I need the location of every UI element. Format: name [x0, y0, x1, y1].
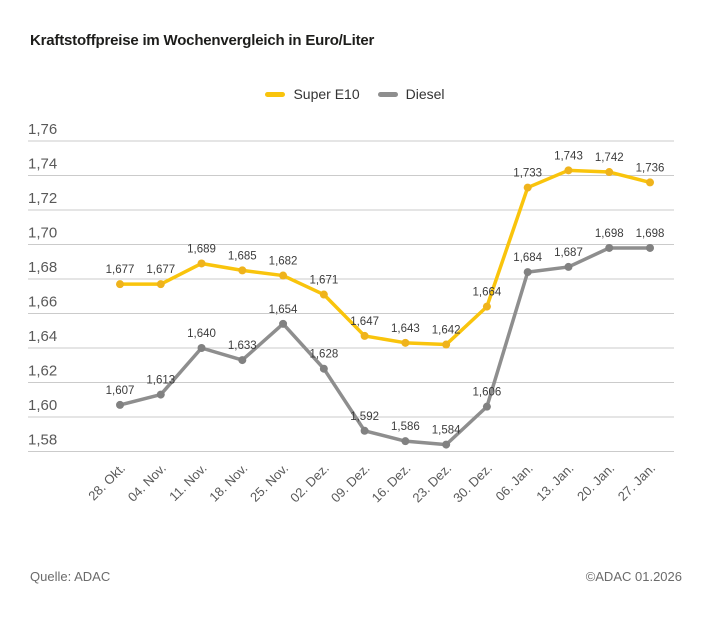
- data-point-label-diesel: 1,698: [635, 227, 665, 240]
- y-axis-tick-label: 1,72: [28, 190, 58, 207]
- data-point-diesel: [361, 427, 369, 435]
- data-point-label-diesel: 1,584: [431, 424, 461, 437]
- data-point-label-super-e10: 1,643: [390, 322, 420, 335]
- data-point-label-super-e10: 1,642: [431, 324, 461, 337]
- data-point-label-super-e10: 1,736: [635, 162, 665, 175]
- data-point-diesel: [442, 441, 450, 449]
- data-point-diesel: [564, 263, 572, 271]
- x-axis-label: 23. Dez.: [409, 460, 455, 506]
- legend-label-diesel: Diesel: [405, 86, 445, 102]
- data-point-label-super-e10: 1,689: [187, 243, 216, 256]
- data-point-super-e10: [605, 168, 613, 176]
- data-point-diesel: [605, 244, 613, 252]
- copyright-note: ©ADAC 01.2026: [585, 569, 682, 584]
- data-point-label-super-e10: 1,685: [227, 250, 257, 263]
- data-point-label-diesel: 1,654: [268, 303, 298, 316]
- chart-title: Kraftstoffpreise im Wochenvergleich in Euro/Liter: [30, 32, 375, 49]
- legend-item-super-e10: [265, 86, 359, 102]
- data-point-diesel: [320, 365, 328, 373]
- x-axis-label: 20. Jan.: [574, 460, 618, 504]
- data-point-label-super-e10: 1,671: [309, 274, 339, 287]
- data-point-super-e10: [646, 178, 654, 186]
- data-point-super-e10: [157, 280, 165, 288]
- data-point-label-super-e10: 1,733: [513, 167, 543, 180]
- x-axis-label: 11. Nov.: [166, 460, 210, 504]
- data-point-label-super-e10: 1,677: [105, 264, 135, 277]
- diesel-legend-swatch: [378, 92, 398, 97]
- data-point-diesel: [646, 244, 654, 252]
- x-axis-label: 09. Dez.: [327, 460, 373, 506]
- data-point-label-super-e10: 1,743: [554, 150, 583, 163]
- y-axis-tick-label: 1,60: [28, 397, 58, 414]
- line-chart: [0, 120, 710, 530]
- data-point-label-super-e10: 1,682: [268, 255, 298, 268]
- x-axis-label: 25. Nov.: [247, 460, 292, 505]
- data-point-label-diesel: 1,592: [350, 410, 380, 423]
- data-point-diesel: [483, 403, 491, 411]
- legend: [0, 86, 710, 102]
- data-point-label-diesel: 1,628: [309, 348, 339, 361]
- y-axis-tick-label: 1,68: [28, 259, 58, 276]
- data-point-label-diesel: 1,687: [554, 246, 583, 259]
- x-axis-label: 27. Jan.: [614, 460, 659, 504]
- data-point-label-super-e10: 1,742: [594, 152, 624, 165]
- x-axis-label: 16. Dez.: [368, 460, 414, 506]
- data-point-label-diesel: 1,698: [594, 227, 624, 240]
- data-point-label-diesel: 1,613: [146, 374, 176, 387]
- y-axis-tick-label: 1,74: [28, 155, 58, 173]
- data-point-label-super-e10: 1,664: [472, 286, 502, 299]
- data-point-diesel: [238, 356, 246, 364]
- super-e10-legend-swatch: [265, 92, 285, 97]
- x-axis-label: 30. Dez.: [450, 460, 496, 506]
- data-point-label-super-e10: 1,647: [350, 315, 380, 328]
- data-point-super-e10: [564, 166, 572, 174]
- x-axis-label: 18. Nov.: [206, 460, 251, 505]
- x-axis-label: 06. Jan.: [492, 460, 536, 504]
- source-note: Quelle: ADAC: [30, 569, 111, 584]
- data-point-diesel: [524, 268, 532, 276]
- data-point-diesel: [401, 437, 409, 445]
- data-point-super-e10: [238, 266, 246, 274]
- data-point-label-diesel: 1,684: [513, 252, 543, 265]
- y-axis-tick-label: 1,70: [28, 224, 58, 242]
- data-point-label-diesel: 1,633: [227, 340, 257, 353]
- data-point-super-e10: [524, 184, 532, 192]
- legend-item-diesel: [378, 86, 445, 102]
- y-axis-tick-label: 1,58: [28, 431, 58, 449]
- data-point-label-diesel: 1,586: [390, 421, 420, 434]
- data-point-diesel: [116, 401, 124, 409]
- y-axis-tick-label: 1,64: [28, 328, 58, 345]
- data-point-super-e10: [320, 291, 328, 299]
- x-axis-label: 13. Jan.: [533, 460, 577, 504]
- data-point-super-e10: [442, 341, 450, 349]
- data-point-super-e10: [361, 332, 369, 340]
- x-axis-label: 28. Okt.: [85, 460, 129, 504]
- y-axis-tick-label: 1,76: [28, 121, 58, 138]
- data-point-label-diesel: 1,606: [472, 386, 502, 399]
- data-point-label-super-e10: 1,677: [146, 264, 176, 277]
- x-axis-label: 02. Dez.: [287, 460, 332, 506]
- y-axis-tick-label: 1,66: [28, 293, 58, 311]
- data-point-diesel: [157, 391, 165, 399]
- data-point-super-e10: [116, 280, 124, 288]
- data-point-diesel: [279, 320, 287, 328]
- data-point-super-e10: [198, 259, 206, 267]
- y-axis-tick-label: 1,62: [28, 362, 58, 380]
- legend-label-super-e10: Super E10: [293, 86, 360, 102]
- data-point-label-diesel: 1,607: [105, 384, 135, 397]
- data-point-diesel: [198, 344, 206, 352]
- data-point-label-diesel: 1,640: [187, 328, 216, 340]
- data-point-super-e10: [483, 303, 491, 311]
- data-point-super-e10: [279, 272, 287, 280]
- x-axis-label: 04. Nov.: [124, 460, 169, 505]
- data-point-super-e10: [401, 339, 409, 347]
